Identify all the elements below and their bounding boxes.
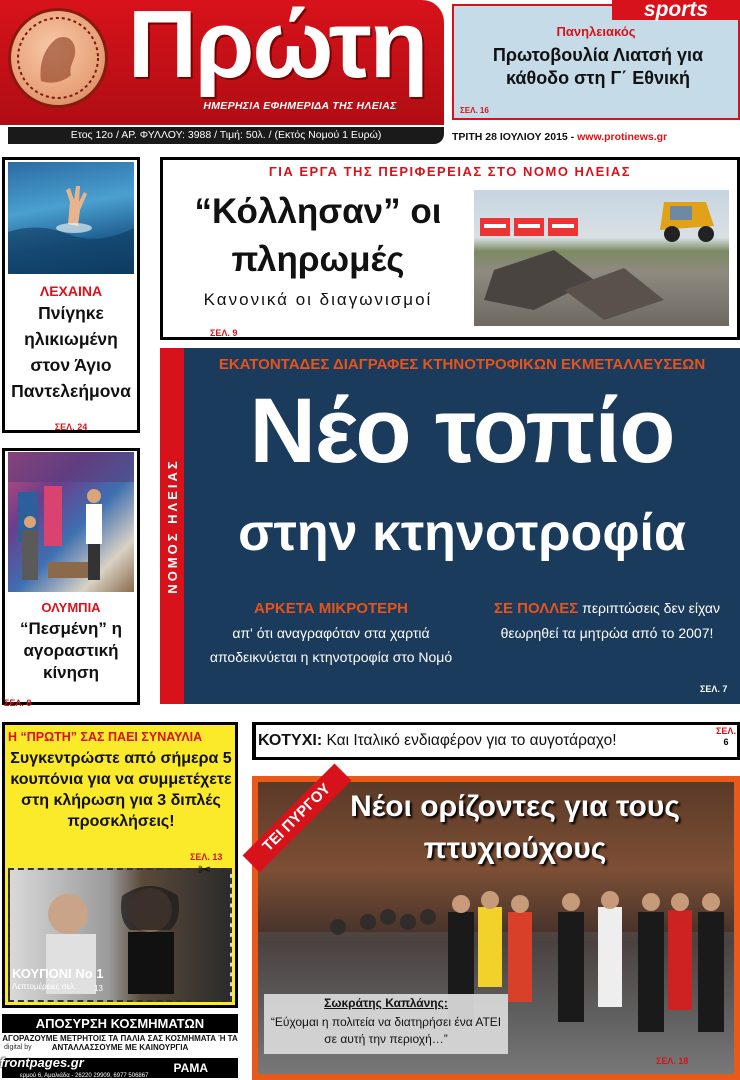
lexaina-page-ref: ΣΕΛ. 24 — [54, 422, 88, 432]
shop-street-photo — [8, 452, 134, 592]
coupon-label: ΚΟΥΠΟΝΙ Νο 1 — [12, 966, 104, 981]
payments-page-ref: ΣΕΛ. 9 — [210, 328, 238, 338]
kotyxi-page-ref — [714, 726, 738, 748]
main-column-right — [482, 596, 732, 645]
coupon-page-number: 13 — [94, 984, 103, 993]
sports-kicker: Πανηλειακός — [556, 24, 636, 39]
concert-kicker: Η “ΠΡΩΤΗ” ΣΑΣ ΠΑΕΙ ΣΥΝΑΥΛΙΑ — [8, 730, 203, 744]
lexaina-kicker: ΛΕΧΑΙΝΑ — [39, 283, 103, 299]
kotyxi-page-label: ΣΕΛ. — [716, 726, 736, 736]
scissors-icon: ✂ — [198, 862, 212, 879]
website-link[interactable]: www.protinews.gr — [577, 131, 668, 143]
kotyxi-headline[interactable] — [258, 732, 708, 750]
sports-headline[interactable]: Πρωτοβουλία Λιατσή για κάθοδο στη Γ΄ Εθνική — [492, 45, 704, 88]
roadworks-photo — [474, 190, 729, 326]
issue-date: ΤΡΙΤΗ 28 ΙΟΥΛΙΟΥ 2015 - — [452, 131, 575, 143]
jewellery-store-name: ΡΑΜΑ — [2, 1058, 238, 1078]
olympia-headline[interactable]: “Πεσμένη” η αγοραστική κίνηση — [20, 619, 122, 682]
tei-quote: “Εύχομαι η πολιτεία να διατηρήσει ένα ΑΤΕΙ σε αυτή την περιοχή…” — [270, 1015, 502, 1046]
jewellery-ad-title: ΑΠΟΣΥΡΣΗ ΚΟΣΜΗΜΑΤΩΝ — [2, 1014, 238, 1033]
main-headline-line1[interactable]: Νέο τοπίο — [249, 380, 675, 482]
payments-subhead: Κανονικά οι διαγωνισμοί — [203, 290, 433, 309]
main-headline-line2[interactable]: στην κτηνοτροφία — [238, 504, 686, 562]
drowning-hand-photo — [8, 162, 134, 274]
main-kicker: ΕΚΑΤΟΝΤΑΔΕΣ ΔΙΑΓΡΑΦΕΣ ΚΤΗΝΟΤΡΟΦΙΚΩΝ ΕΚΜΕΤΑΛΛΕΥΣΕΩΝ — [218, 356, 706, 373]
olympia-page-ref: ΣΕΛ. 8 — [4, 698, 32, 708]
sports-page-ref: ΣΕΛ. 16 — [460, 106, 489, 115]
jewellery-ad-text: ΑΓΟΡΑΖΟΥΜΕ ΜΕΤΡΗΤΟΙΣ ΤΑ ΠΑΛΙΑ ΣΑΣ ΚΟΣΜΗΜΑΤΑ Ή ΤΑ ΑΝΤΑΛΛΑΣΣΟΥΜΕ ΜΕ ΚΑΙΝΟΥΡΓΙΑ — [2, 1034, 238, 1052]
coupon-details: Λεπτομέρειες σελ. — [12, 982, 77, 991]
watermark-small: digital by — [4, 1044, 32, 1051]
kotyxi-text: Και Ιταλικό ενδιαφέρον για το αυγοτάραχο! — [326, 732, 617, 749]
concert-headline[interactable]: Συγκεντρώστε από σήμερα 5 κουπόνια για να συμμετέχετε στη κλήρωση για 3 διπλές προσκλήσεις! — [10, 750, 232, 830]
col2-highlight: ΣΕ ΠΟΛΛΕΣ — [493, 600, 579, 617]
lexaina-headline[interactable]: Πνίγηκε ηλικιωμένη στον Άγιο Παντελεήμονα — [11, 303, 131, 401]
col2-text: περιπτώσεις δεν είχαν θεωρηθεί τα μητρώα από το 2007! — [500, 600, 721, 641]
main-page-ref: ΣΕΛ. 7 — [700, 684, 728, 694]
col1-highlight: ΑΡΚΕΤΑ ΜΙΚΡΟΤΕΡΗ — [254, 600, 408, 617]
coin-logo-icon — [8, 8, 108, 108]
kotyxi-label: ΚΟΤΥΧΙ: — [258, 732, 323, 749]
payments-kicker: ΓΙΑ ΕΡΓΑ ΤΗΣ ΠΕΡΙΦΕΡΕΙΑΣ ΣΤΟ ΝΟΜΟ ΗΛΕΙΑΣ — [268, 164, 632, 179]
jewellery-address: ερμού 6, Αμαλιάδα - 26220 29909, 6977 506867 — [20, 1073, 149, 1079]
concert-page-ref: ΣΕΛ. 13 — [190, 852, 223, 862]
newspaper-subtitle: ΗΜΕΡΗΣΙΑ ΕΦΗΜΕΡΙΔΑ ΤΗΣ ΗΛΕΙΑΣ — [203, 100, 397, 112]
main-side-label-text: ΝΟΜΟΣ ΗΛΕΙΑΣ — [165, 458, 180, 594]
col1-text: απ' ότι αναγραφόταν στα χαρτιά αποδεικνύεται η κτηνοτροφία στο Νομό — [209, 625, 453, 665]
source-watermark: frontpages.gr — [0, 1055, 84, 1070]
sports-tag: sports — [612, 0, 740, 20]
date-line — [452, 131, 740, 143]
tei-quote-author: Σωκράτης Καπλάνης: — [324, 996, 448, 1010]
kotyxi-page-number: 6 — [723, 737, 729, 747]
tei-headline[interactable]: Νέοι ορίζοντες για τους πτυχιούχους — [350, 790, 680, 865]
main-side-label — [160, 348, 184, 704]
tei-ribbon: ΤΕΙ ΠΥΡΓΟΥ — [243, 764, 352, 873]
issue-info: Ετος 12ο / ΑΡ. ΦΥΛΛΟΥ: 3988 / Τιμή: 50λ. / (Εκτός Νομού 1 Ευρώ) — [8, 127, 444, 144]
newspaper-title: Πρώτη — [127, 0, 427, 98]
main-column-left — [196, 596, 466, 669]
payments-headline[interactable]: “Κόλλησαν” οι πληρωμές — [194, 192, 442, 279]
olympia-kicker: ΟΛΥΜΠΙΑ — [41, 600, 101, 615]
tei-page-ref: ΣΕΛ. 18 — [656, 1056, 689, 1066]
